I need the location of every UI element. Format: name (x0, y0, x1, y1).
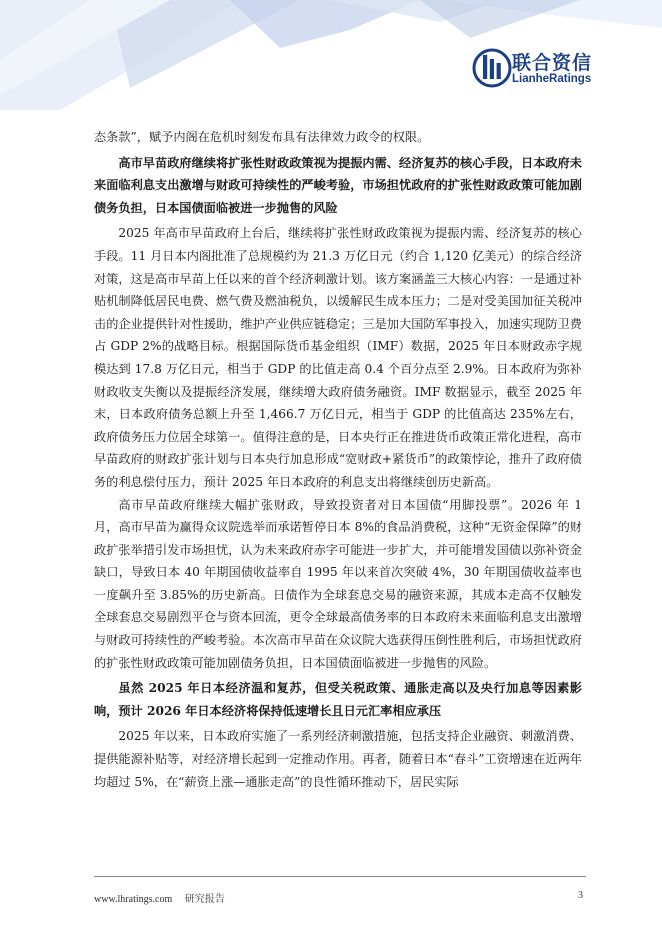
footer-doc-type: 研究报告 (184, 894, 225, 905)
footer-info (94, 890, 225, 905)
section-heading-economic-outlook: 虽然 2025 年日本经济温和复苏，但受关税政策、通胀走高以及央行加息等因素影响，预计 2026 年日本经济将保持低速增长且日元汇率相应承压 (94, 681, 582, 718)
report-body (94, 126, 582, 793)
paragraph-continued: 态条款”，赋予内阁在危机时刻发布具有法律效力政令的权限。 (94, 130, 430, 144)
page-number: 3 (578, 890, 583, 901)
paragraph-economic-measures: 2025 年以来，日本政府实施了一系列经济刺激措施，包括支持企业融资、刺激消费、提供能源补贴等，对经济增长起到一定推动作用。再者，随着日本“春斗”工资增速在近两年均超过 5%，在“薪资上涨—通胀走高”的良性循环推动下，居民实际 (94, 729, 582, 789)
section-heading-fiscal-policy: 高市早苗政府继续将扩张性财政政策视为提振内需、经济复苏的核心手段，日本政府未来面临利息支出激增与财政可持续性的严峻考验，市场担忧政府的扩张性财政政策可能加剧债务负担，日本国债面临被进一步抛售的风险 (94, 155, 582, 215)
paragraph-jgb-selloff: 高市早苗政府继续大幅扩张财政，导致投资者对日本国债“用脚投票”。2026 年 1 月，高市早苗为赢得众议院选举而承诺暂停日本 8%的食品消费税，这种“无资金保障”的财政扩张举措引发市场担忧，认为未来政府赤字可能进一步扩大，并可能增发国债以弥补资金缺口，导致日本 40 年期国债收益率自 1995 年以来首次突破 4%，30 年期国债收益率也一度飙升至 3.85%的历史新高。日债作为全球套息交易的融资来源，其成本走高不仅触发全球套息交易剧烈平仓与资本回流，更令全球最高债务率的日本政府未来面临利息支出激增与财政可持续性的严峻考验。本次高市早苗在众议院大选获得压倒性胜利后，市场担忧政府的扩张性财政政策可能加剧债务负担，日本国债面临被进一步抛售的风险。 (94, 497, 582, 670)
logo-name-chinese: 联合资信 (512, 52, 593, 74)
paragraph-fiscal-stimulus: 2025 年高市早苗政府上台后，继续将扩张性财政政策视为提振内需、经济复苏的核心手段。11 月日本内阁批准了总规模约为 21.3 万亿日元（约合 1,120 亿美元）的综合经济对策，这是高市早苗上任以来的首个经济刺激计划。该方案涵盖三大核心内容：一是通过补贴机制降低居民电费、燃气费及燃油税负，以缓解民生成本压力；二是对受美国加征关税冲击的企业提供针对性援助，维护产业供应链稳定；三是加大国防军事投入，加速实现防卫费占 GDP 2%的战略目标。根据国际货币基金组织（IMF）数据，2025 年日本财政赤字规模达到 17.8 万亿日元，相当于 GDP 的比值走高 0.4 个百分点至 2.9%。日本政府为弥补财政收支失衡以及提振经济发展，继续增大政府债务融资。IMF 数据显示，截至 2025 年末，日本政府债务总额上升至 1,466.7 万亿日元，相当于 GDP 的比值高达 235%左右，政府债务压力位居全球第一。值得注意的是，日本央行正在推进货币政策正常化进程，高市早苗政府的财政扩张计划与日本央行加息形成“宽财政+紧货币”的政策悖论，推升了政府债务的利息偿付压力，预计 2025 年日本政府的利息支出将继续创历史新高。 (94, 226, 582, 489)
footer-divider (94, 876, 586, 877)
logo-name-english: LianheRatings (512, 73, 592, 85)
footer-website-link[interactable]: www.lhratings.com (94, 894, 173, 905)
